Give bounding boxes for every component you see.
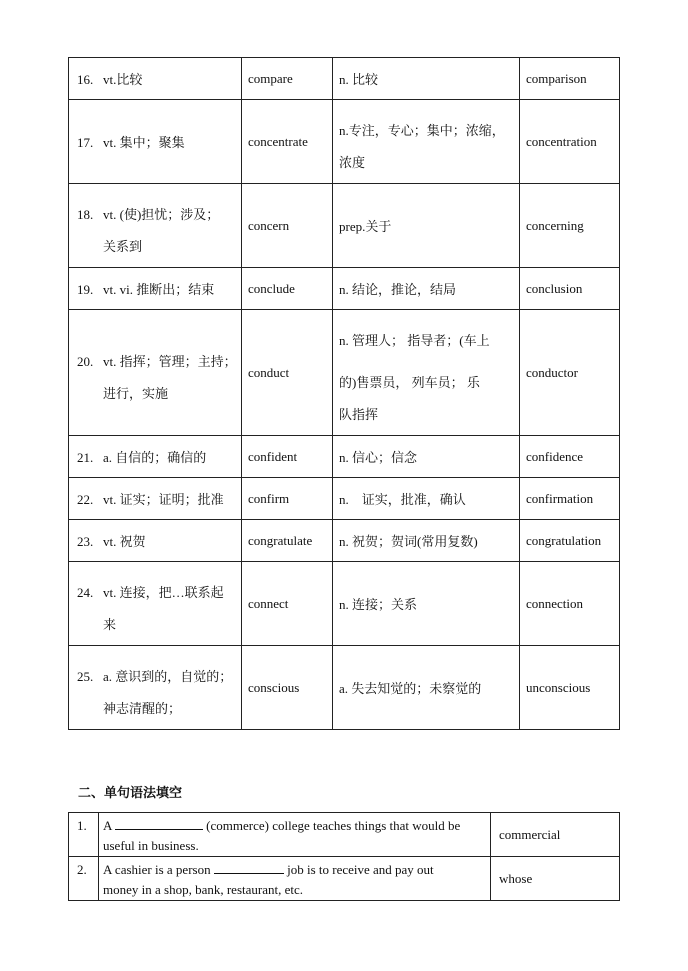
derived-meaning-cell <box>333 184 520 268</box>
meaning-text: n.专注，专心；集中；浓缩， <box>339 123 505 138</box>
pos-meaning-cell <box>69 100 242 184</box>
question-text <box>99 813 491 857</box>
pos-meaning-cell <box>69 184 242 268</box>
table-row <box>69 436 620 478</box>
pos-meaning-cell <box>69 520 242 562</box>
answer-blank <box>214 861 284 874</box>
pos-meaning-cell <box>69 58 242 100</box>
row-number: 25. <box>77 669 94 684</box>
table-row <box>69 268 620 310</box>
question-text-part: A <box>103 818 115 833</box>
verb-cell: connect <box>242 562 333 646</box>
row-number: 17. <box>77 135 94 150</box>
derived-word-cell: connection <box>520 562 620 646</box>
derived-word-cell: concentration <box>520 100 620 184</box>
meaning-text: n. 证实，批准，确认 <box>339 492 466 507</box>
derived-meaning-cell <box>333 562 520 646</box>
meaning-text: vt. 指挥；管理；主持； <box>103 354 237 369</box>
derived-meaning-cell <box>333 310 520 436</box>
row-number: 16. <box>77 72 94 87</box>
derived-word-cell: confirmation <box>520 478 620 520</box>
verb-cell: concern <box>242 184 333 268</box>
pos-meaning-cell <box>69 310 242 436</box>
meaning-text: 来 <box>103 617 117 632</box>
question-text <box>99 857 491 901</box>
row-number: 22. <box>77 492 94 507</box>
pos-meaning-cell <box>69 478 242 520</box>
meaning-text: vt. (使)担忧；涉及； <box>103 207 220 222</box>
meaning-text: n. 比较 <box>339 72 379 87</box>
question-text-part: job is to receive and pay out <box>283 862 434 877</box>
question-text-part: A cashier is a person <box>103 862 214 877</box>
meaning-text: n. 连接；关系 <box>339 597 418 612</box>
derived-meaning-cell <box>333 268 520 310</box>
pos-meaning-cell <box>69 562 242 646</box>
meaning-text: a. 失去知觉的；未察觉的 <box>339 681 482 696</box>
derived-word-cell: comparison <box>520 58 620 100</box>
meaning-text: prep.关于 <box>339 219 392 234</box>
row-number: 19. <box>77 282 94 297</box>
verb-cell: congratulate <box>242 520 333 562</box>
meaning-text: a. 自信的；确信的 <box>103 450 207 465</box>
derived-meaning-cell <box>333 436 520 478</box>
question-number: 2. <box>69 857 99 901</box>
meaning-text: 进行，实施 <box>103 386 169 401</box>
derived-meaning-cell <box>333 478 520 520</box>
meaning-text: vt. 祝贺 <box>103 534 146 549</box>
meaning-text: n. 管理人； 指导者；(车上 <box>339 333 490 348</box>
question-number: 1. <box>69 813 99 857</box>
meaning-text: 神志清醒的； <box>103 701 182 716</box>
meaning-text: 浓度 <box>339 155 366 170</box>
meaning-text: vt. vi. 推断出；结束 <box>103 282 215 297</box>
meaning-text: vt. 证实；证明；批准 <box>103 492 224 507</box>
table-row <box>69 646 620 730</box>
row-number: 20. <box>77 354 94 369</box>
question-text-part: money in a shop, bank, restaurant, etc. <box>103 882 303 897</box>
derived-word-cell: concerning <box>520 184 620 268</box>
table-row <box>69 562 620 646</box>
meaning-text: 队指挥 <box>339 407 379 422</box>
meaning-text: n. 结论，推论，结局 <box>339 282 457 297</box>
pos-meaning-cell <box>69 268 242 310</box>
row-number: 21. <box>77 450 94 465</box>
verb-cell: conclude <box>242 268 333 310</box>
meaning-text: a. 意识到的，自觉的； <box>103 669 233 684</box>
table-row <box>69 58 620 100</box>
question-text-part: (commerce) college teaches things that would be <box>202 818 461 833</box>
meaning-text: n. 信心；信念 <box>339 450 418 465</box>
meaning-text: n. 祝贺；贺词(常用复数) <box>339 534 478 549</box>
row-number: 18. <box>77 207 94 222</box>
derived-word-cell: conductor <box>520 310 620 436</box>
table-row <box>69 478 620 520</box>
derived-meaning-cell <box>333 58 520 100</box>
table-row <box>69 310 620 436</box>
derived-word-cell: conclusion <box>520 268 620 310</box>
table-row <box>69 813 620 857</box>
derived-meaning-cell <box>333 646 520 730</box>
answer-cell: commercial <box>491 813 620 857</box>
derived-word-cell: confidence <box>520 436 620 478</box>
grammar-table <box>68 812 620 901</box>
answer-cell: whose <box>491 857 620 901</box>
vocab-table <box>68 57 620 730</box>
verb-cell: conduct <box>242 310 333 436</box>
pos-meaning-cell <box>69 646 242 730</box>
pos-meaning-cell <box>69 436 242 478</box>
verb-cell: conscious <box>242 646 333 730</box>
verb-cell: confident <box>242 436 333 478</box>
table-row <box>69 520 620 562</box>
meaning-text: 的)售票员， 列车员； 乐 <box>339 375 480 390</box>
table-row <box>69 857 620 901</box>
derived-meaning-cell <box>333 520 520 562</box>
answer-blank <box>115 817 203 830</box>
derived-word-cell: unconscious <box>520 646 620 730</box>
verb-cell: concentrate <box>242 100 333 184</box>
table-row <box>69 100 620 184</box>
section-title: 二、单句语法填空 <box>78 786 183 801</box>
verb-cell: confirm <box>242 478 333 520</box>
meaning-text: vt.比较 <box>103 72 143 87</box>
meaning-text: 关系到 <box>103 239 143 254</box>
meaning-text: vt. 连接，把…联系起 <box>103 585 224 600</box>
table-row <box>69 184 620 268</box>
derived-meaning-cell <box>333 100 520 184</box>
question-text-part: useful in business. <box>103 838 199 853</box>
row-number: 23. <box>77 534 94 549</box>
meaning-text: vt. 集中；聚集 <box>103 135 185 150</box>
verb-cell: compare <box>242 58 333 100</box>
derived-word-cell: congratulation <box>520 520 620 562</box>
row-number: 24. <box>77 585 94 600</box>
